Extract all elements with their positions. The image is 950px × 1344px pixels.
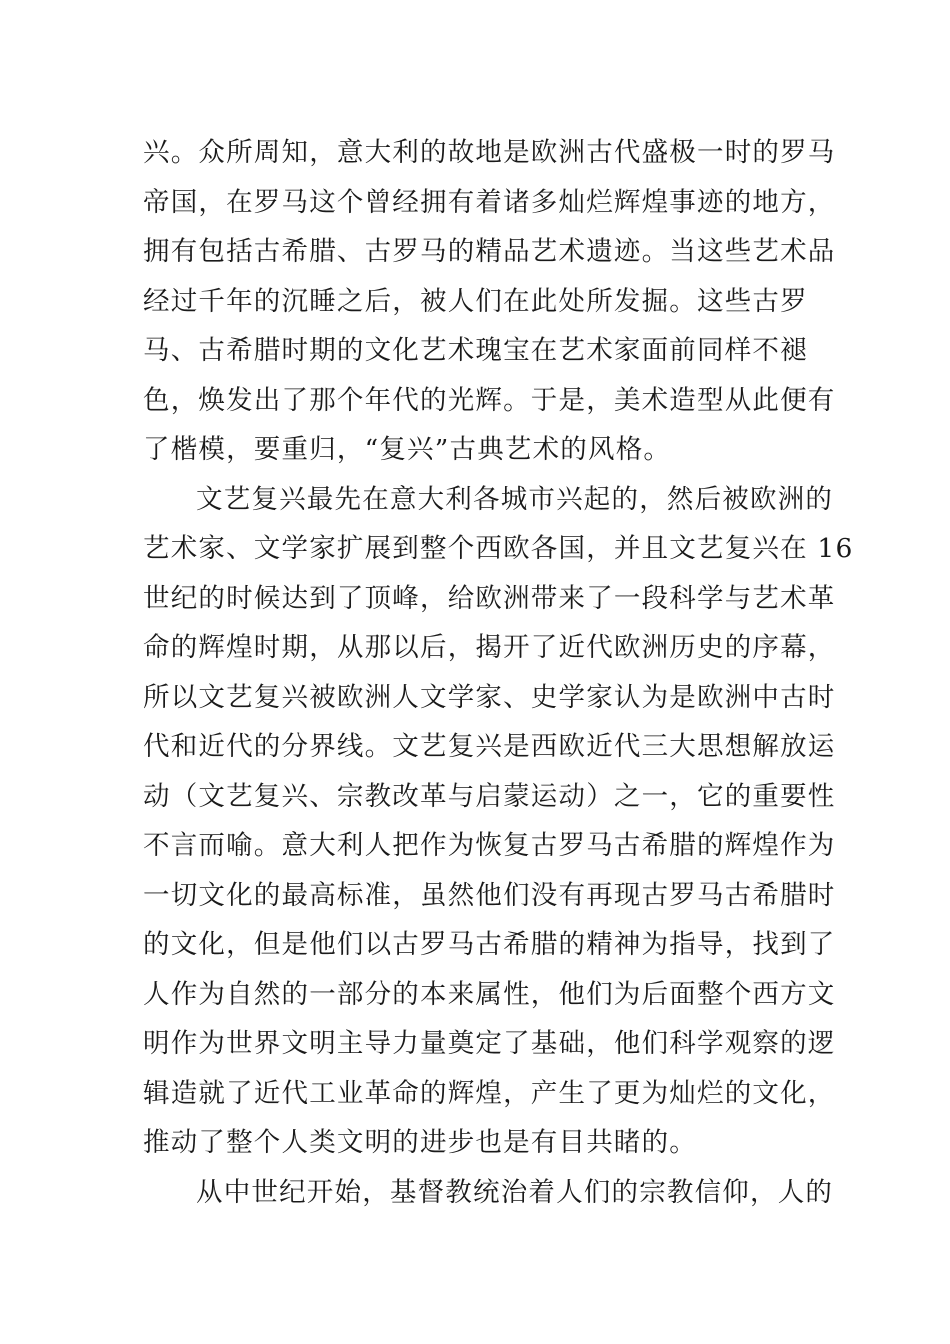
text-line: 明作为世界文明主导力量奠定了基础，他们科学观察的逻 [143, 1028, 836, 1059]
text-line: 推动了整个人类文明的进步也是有目共睹的。 [143, 1127, 697, 1158]
text-line: 动（文艺复兴、宗教改革与启蒙运动）之一，它的重要性 [143, 780, 836, 812]
text-line: 帝国，在罗马这个曾经拥有着诸多灿烂辉煌事迹的地方， [143, 186, 836, 218]
text-line: 艺术家、文学家扩展到整个西欧各国，并且文艺复兴在 16 [143, 533, 854, 564]
text-line: 辑造就了近代工业革命的辉煌，产生了更为灿烂的文化， [143, 1077, 836, 1109]
text-line: 人作为自然的一部分的本来属性，他们为后面整个西方文 [143, 978, 836, 1010]
text-line: 的文化，但是他们以古罗马古希腊的精神为指导，找到了 [143, 929, 836, 960]
text-line: 马、古希腊时期的文化艺术瑰宝在艺术家面前同样不褪 [143, 335, 808, 366]
paragraph-first-line: 文艺复兴最先在意大利各城市兴起的，然后被欧洲的 [196, 483, 834, 515]
text-line: 代和近代的分界线。文艺复兴是西欧近代三大思想解放运 [143, 731, 836, 762]
text-line: 经过千年的沉睡之后，被人们在此处所发掘。这些古罗 [143, 285, 808, 317]
text-line: 所以文艺复兴被欧洲人文学家、史学家认为是欧洲中古时 [143, 681, 836, 713]
text-line: 一切文化的最高标准，虽然他们没有再现古罗马古希腊时 [143, 879, 836, 911]
text-line: 世纪的时候达到了顶峰，给欧洲带来了一段科学与艺术革 [143, 582, 836, 614]
text-line: 兴。众所周知，意大利的故地是欧洲古代盛极一时的罗马 [143, 137, 836, 168]
text-line: 命的辉煌时期，从那以后，揭开了近代欧洲历史的序幕， [143, 632, 836, 663]
text-line: 拥有包括古希腊、古罗马的精品艺术遗迹。当这些艺术品 [143, 236, 836, 267]
text-line: 了楷模，要重归，“复兴”古典艺术的风格。 [143, 434, 672, 465]
text-line: 不言而喻。意大利人把作为恢复古罗马古希腊的辉煌作为 [143, 830, 836, 861]
body-text [143, 128, 854, 1217]
paragraph-first-line: 从中世纪开始，基督教统治着人们的宗教信仰，人的 [196, 1176, 834, 1208]
text-line: 色，焕发出了那个年代的光辉。于是，美术造型从此便有 [143, 384, 836, 416]
